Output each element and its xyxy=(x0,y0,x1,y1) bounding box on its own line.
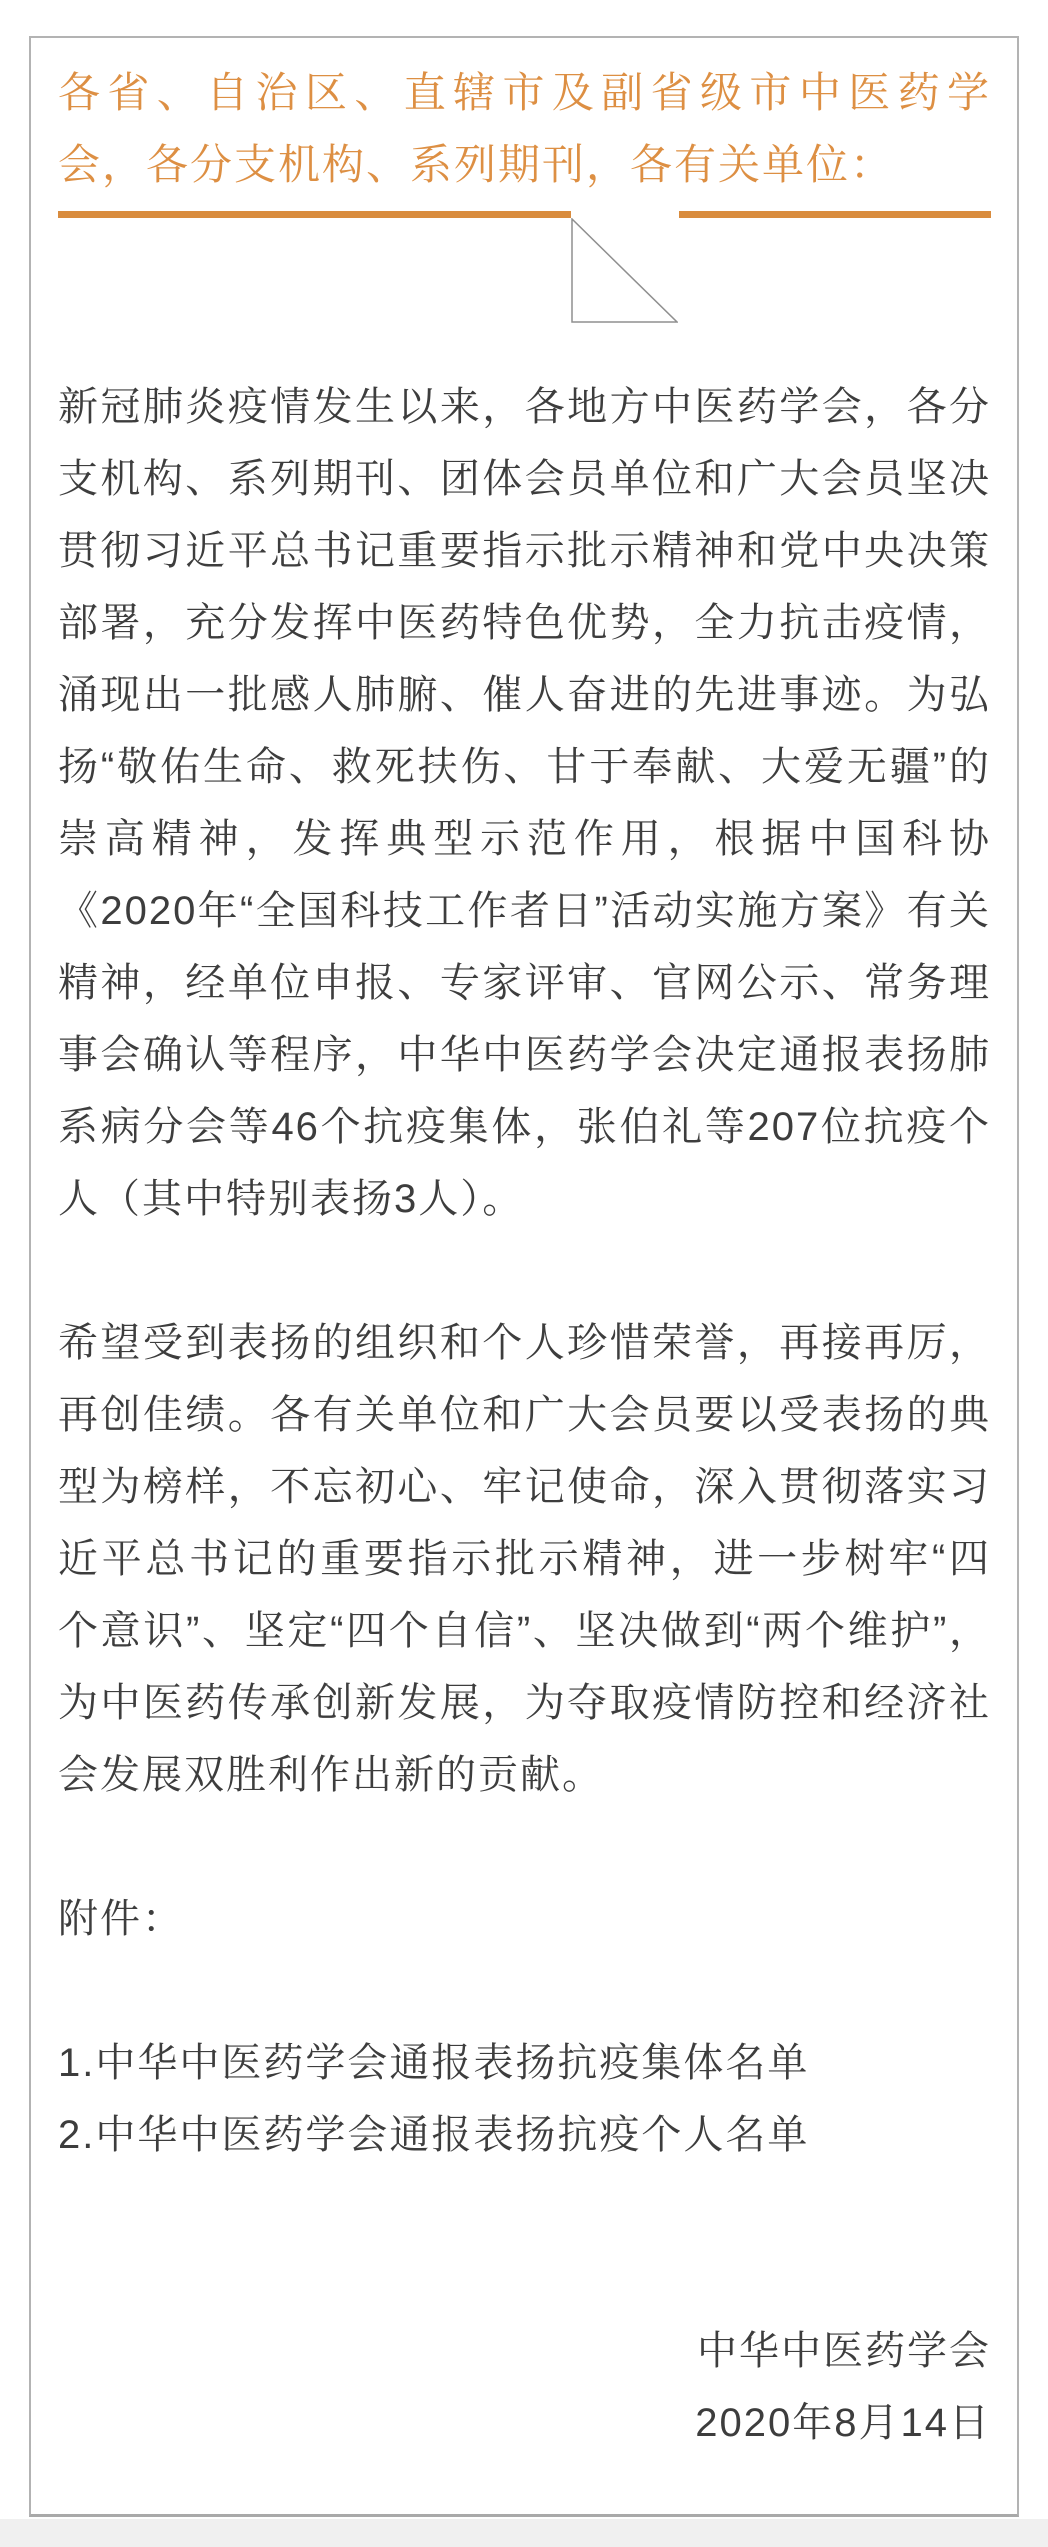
salutation-line-1: 各省、自治区、直辖市及副省级市中医药学 xyxy=(58,69,991,116)
attachments-label: 附件： xyxy=(58,1897,184,1941)
divider-line-left xyxy=(58,211,571,218)
attachment-item-1: 1.中华中医药学会通报表扬抗疫集体名单 xyxy=(58,2041,810,2085)
body-paragraph-2: 希望受到表扬的组织和个人珍惜荣誉，再接再厉，再创佳绩。各有关单位和广大会员要以受表扬的典型为榜样，不忘初心、牢记使命，深入贯彻落实习近平总书记的重要指示批示精神，进一步树牢“四个意识”、坚定“四个自信”、坚决做到“两个维护”，为中医药传承创新发展，为夺取疫情防控和经济社会发展双胜利作出新的贡献。 xyxy=(58,1321,991,1797)
page-bottom-strip xyxy=(0,2519,1048,2547)
salutation xyxy=(58,57,991,201)
accent-divider xyxy=(58,211,991,218)
notice-page xyxy=(0,36,1048,2547)
attachment-list xyxy=(58,2027,991,2171)
divider-line-right xyxy=(679,211,991,218)
issue-date: 2020年8月14日 xyxy=(695,2401,991,2445)
body-paragraph-1: 新冠肺炎疫情发生以来，各地方中医药学会，各分支机构、系列期刊、团体会员单位和广大会员坚决贯彻习近平总书记重要指示批示精神和党中央决策部署，充分发挥中医药特色优势，全力抗击疫情，涌现出一批感人肺腑、催人奋进的先进事迹。为弘扬“敬佑生命、救死扶伤、甘于奉献、大爱无疆”的崇高精神，发挥典型示范作用，根据中国科协《2020年“全国科技工作者日”活动实施方案》有关精神，经单位申报、专家评审、官网公示、常务理事会确认等程序，中华中医药学会决定通报表扬肺系病分会等46个抗疫集体，张伯礼等207位抗疫个人（其中特别表扬3人）。 xyxy=(58,385,991,1221)
folded-corner-icon xyxy=(571,218,678,323)
attachment-item-2: 2.中华中医药学会通报表扬抗疫个人名单 xyxy=(58,2113,810,2157)
salutation-line-2: 会，各分支机构、系列期刊，各有关单位： xyxy=(58,141,895,188)
issuer-name: 中华中医药学会 xyxy=(697,2329,991,2373)
notice-card xyxy=(29,36,1019,2517)
signature-block xyxy=(58,2315,991,2459)
notice-body xyxy=(58,371,991,2459)
